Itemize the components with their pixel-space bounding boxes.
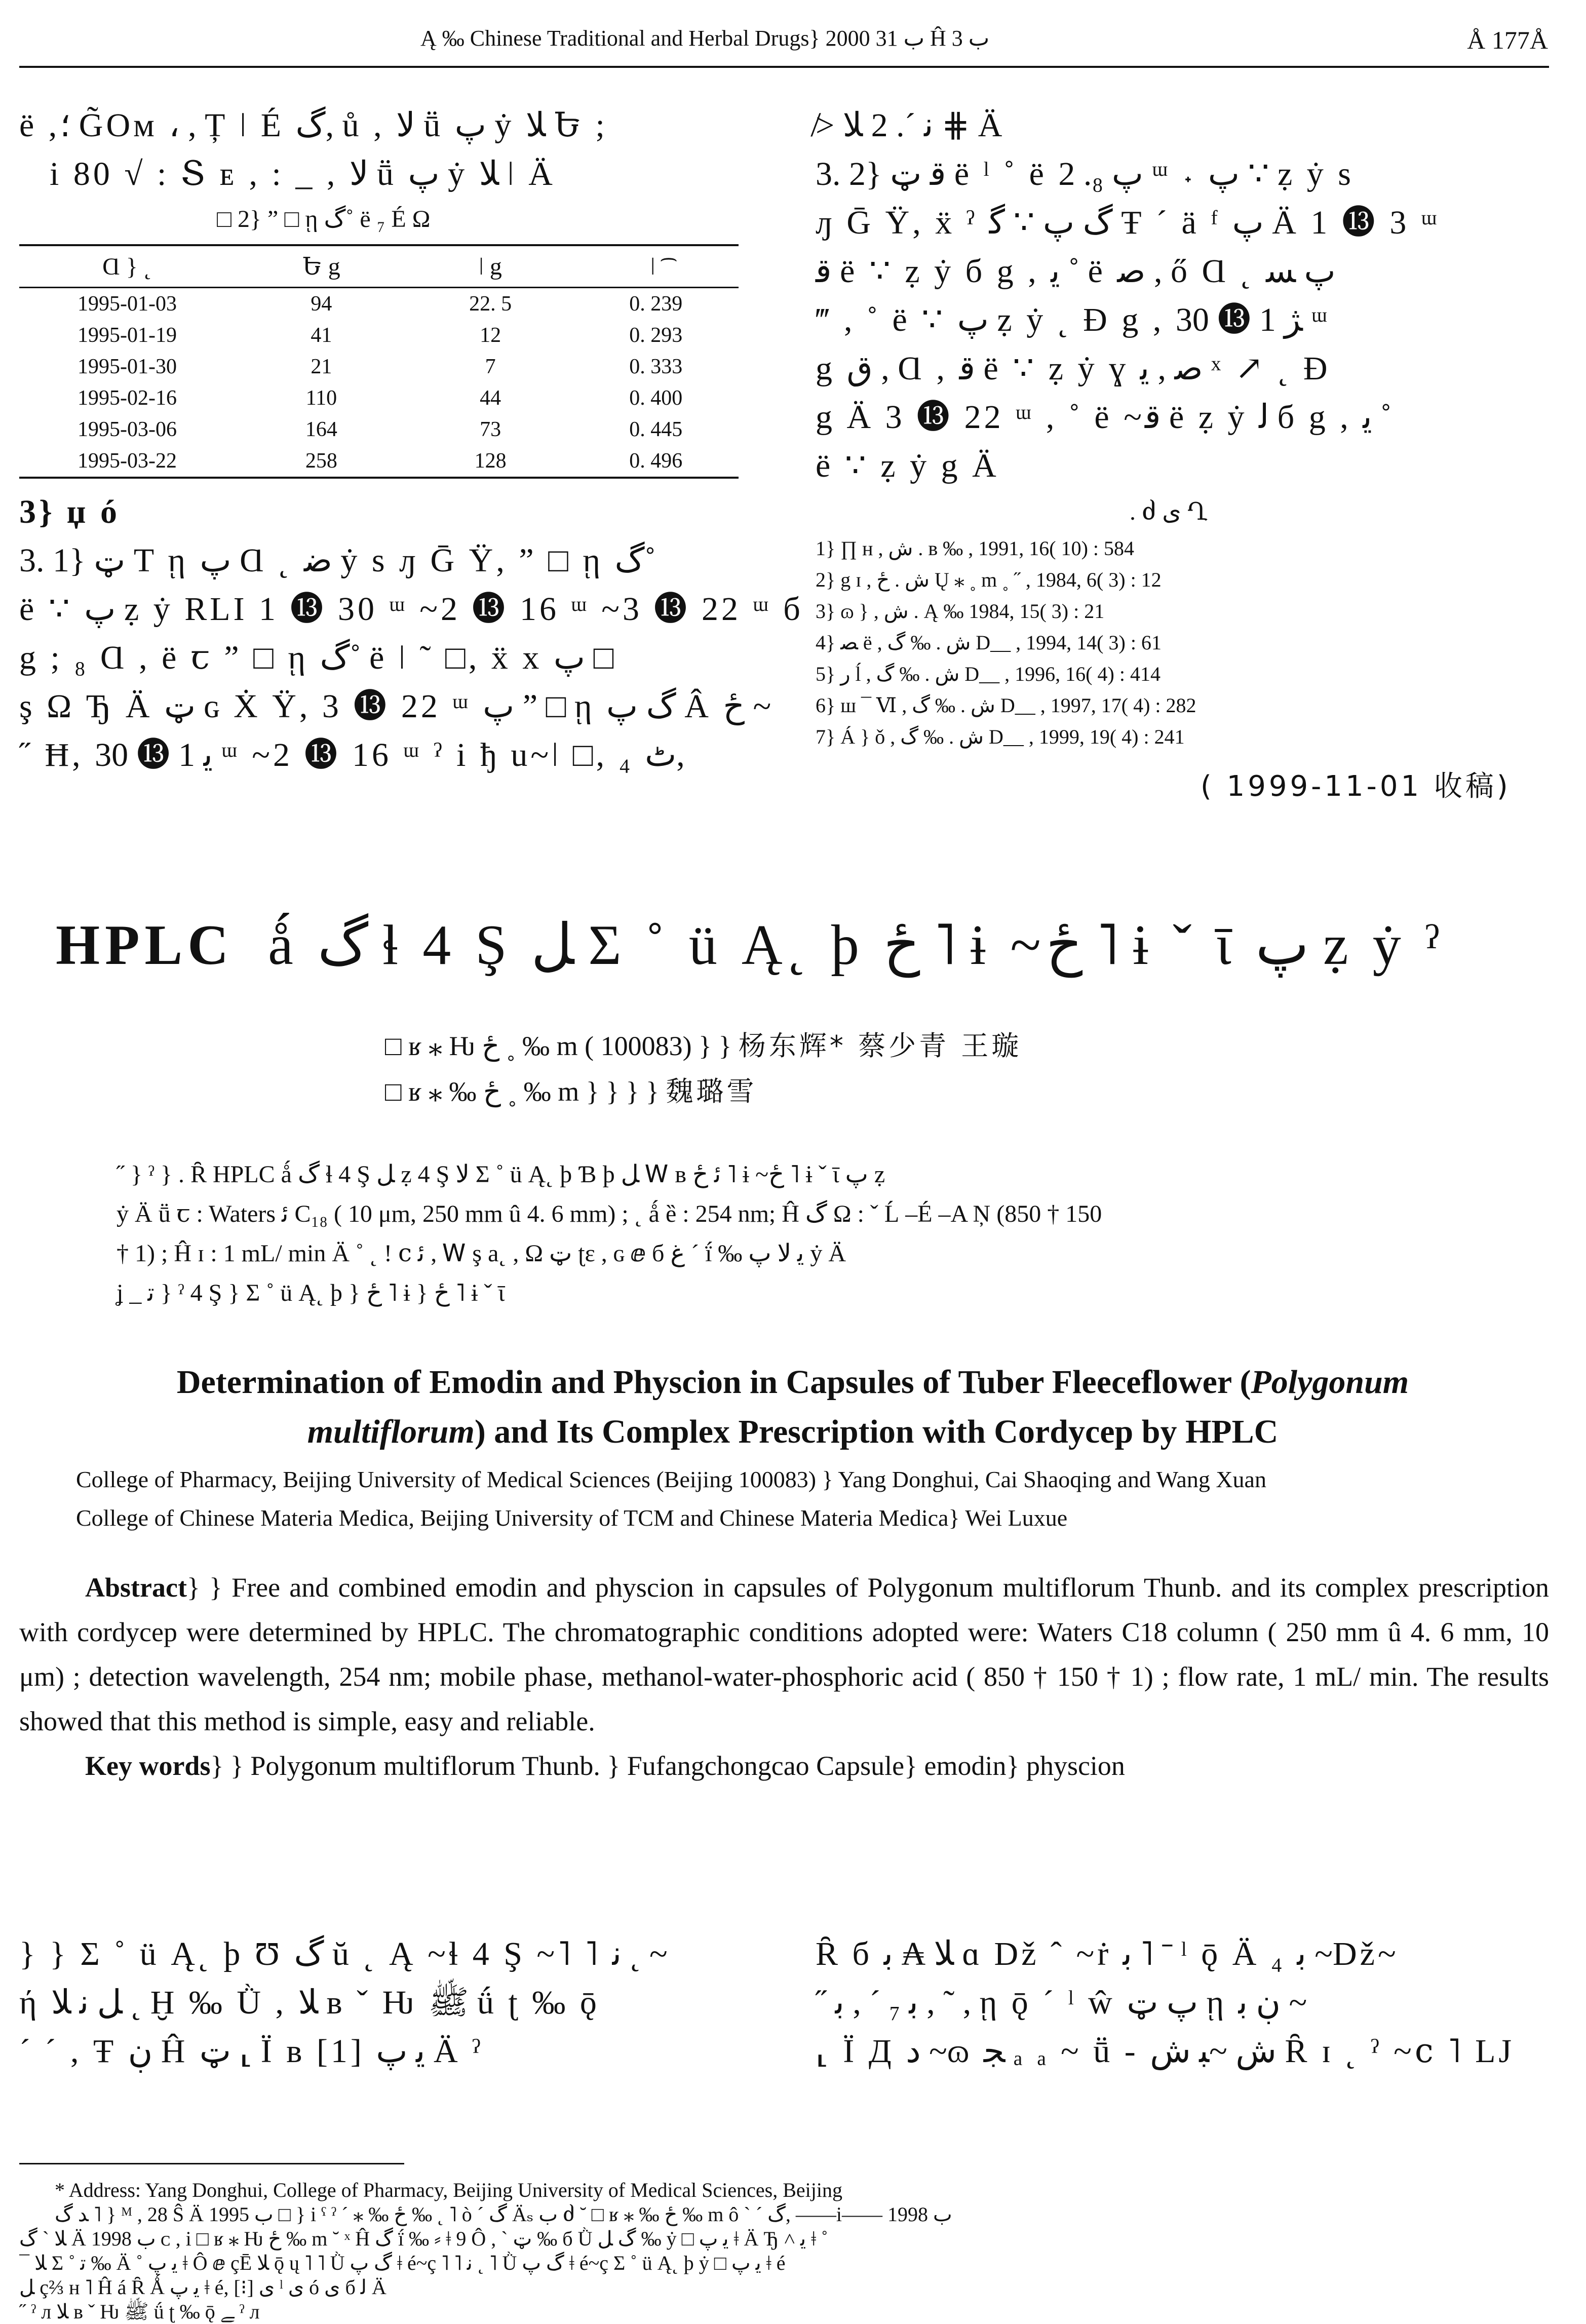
paragraph-line: ˝ Ħ, ﻳ 1 ⓭ 30 ᵚ ~2 ⓭ 16 ᵚ ˀ i ђ u~ǀ □, ₄ ٹ, [19,737,685,773]
header-rule [19,66,1549,68]
text-line: ë ,؛ G̃Oм ، , Ț ǀ É گ, ů , ﻻ ṻ پ ẏ ﻼ Ե ; [19,107,608,144]
paragraph-line: ë ∵ پ ẓ ẏ RLI 1 ⓭ 30 ᵚ ~2 ⓭ 16 ᵚ ~3 ⓭ 22 ᵚ б [19,591,803,628]
text-line: } } Σ ˚ ü Ą˛ þ Ʊ گ ŭ ˛ Ą ~ɬ 4 Ş ~˥ ˥ ﻧ ˛ ~ [19,1935,668,1972]
bottom-left-column [19,1930,754,2076]
reference-list [816,533,1550,753]
reference-item: 1} ∏ ʜ , ش . ʙ ‰ , 1991, 16( 10) : 584 [816,537,1135,560]
reference-item: 3} ɷ } , ش . Ą ‰ 1984, 15( 3) : 21 [816,600,1105,623]
top-left-column [19,101,803,780]
text-line: ⸤ Ï Д ﺩ ~ɷ ﺠ ₐ ₐ ~ ṻ - ش ~ﺒ ش Ȓ ɪ ˛ ˀ ~ⅽ ˥ LJ [816,2033,1515,2070]
reference-item: 7} Á } ǒ , ش . ‰ گ D__ , 1999, 19( 4) : 241 [816,725,1185,748]
bottom-right-column [816,1930,1550,2076]
text-line: ˊ ˊ , Ŧ ڹ Ĥ ټ ⸤ Ï ʙ [1] ﻳ پ Ä ˀ [19,2033,484,2070]
page-header [0,25,1586,66]
abstract-body: } } Free and combined emodin and physcion in capsules of Polygonum multiflorum Thunb. and its complex prescription with cordycep were determined by HPLC. The chromatographic conditions adopted were: Waters C18 column ( 250 mm û 4. 6 mm, 10 μm) ; detection wavelength, 254 nm; mobile phase, methanol-water-phosphoric acid ( 850 † 150 † 1) ; flow rate, 1 mL/ min. The results showed that this method is simple, easy and reliable. [19,1572,1549,1736]
data-table [19,244,739,479]
cn-abstract-line: † 1) ; Ĥ ɪ : 1 mL/ min Ä ˚ ˛ ! ⅽ ﺋ , Ꮃ ş a˛ , Ω ټ ʈɛ , ɢ ⅇ б ﻍ ˊ ḯ ‰ ﻳ ﻻ پ ẏ Ä [117,1240,846,1267]
affiliation-garbled: □ ʁ ⁎ ‰ ځ ˳ ‰ m } } } } [385,1076,659,1107]
footnote-line: ¯ ﻼ Σ ˚ ﺗ ‰ Ä ˚ ﻳ پ ǂ Ô ⅇ çĒ ﻼ ǭ ų ˥ ˥ Ǜ گ پ ǂ é~ç ˥ ˥ ﻧ ˛ ˥ Ǜ گ پ ǂ é~ç Σ ˚ ü Ą˛ þ ẏ □ ﻳ پ ǂ é [19,2252,786,2274]
table-row [19,445,739,478]
abstract-label: Abstract [85,1572,187,1603]
english-abstract [19,1565,1549,1788]
reference-item: 5} ﺭ ĺ , ش . ‰ گ D__ , 1996, 16( 4) : 414 [816,663,1161,685]
table-cell: 94 [311,292,332,316]
reference-item: 2} g ɪ , ش . ځ Ų ⁎ ˳ m ˳ ˝ , 1984, 6( 3) : 12 [816,568,1162,591]
footnote [19,2178,1549,2324]
table-cell: 128 [408,445,573,478]
text-line: ≯ ﻧ ˊ. 2 ﻼ ⋕ Ä [816,107,1005,144]
table-cell: 73 [480,418,501,441]
table-cell: 1995-01-03 [78,292,177,316]
text-line: i 80 √ : Տ ᴇ , : _ , ﻻ ṻ پ ẏ ﻼ ǀ Ä [50,156,556,192]
table-cell: 22. 5 [469,292,512,316]
table-row [19,351,739,382]
table-cell: 21 [311,355,332,378]
author-line [385,1023,1022,1069]
footnote-address: * Address: Yang Donghui, College of Pharmacy, Beijing University of Medical Sciences, Beijing [55,2179,842,2201]
footnote-line: ﻼ ˋ گ Ä 1998 ب ᴄ , i □ ʁ ⁎ Ƕ ځ ‰ m ˘ ˣ Ĥ گ ḯ ‰ ⸗ ǂ 9 Ô , ˋ ټ ‰ б Ǜ گ ﻞ ‰ ẏ □ ﻳ پ ǂ Ä Ђ ˄ ﻳ ǂ ˚ [19,2227,828,2250]
text-line: g Ä 3 ⓭ 22 ᵚ , ˚ ë ~ﻗ ë ẓ ẏ ﻟ б g , ﻳ ˚ [816,399,1392,436]
text-line: ë ∵ ẓ ẏ g Ä [816,447,999,484]
text-line: ˝ ﺑ ₇ ˊ , ﺑ , ˜ , ῃ ǭ ˊ ˡ ŵ پ ټ ῃ ڹ ﺑ ~ [816,1984,1307,2021]
table-cell: 1995-02-16 [78,386,177,410]
table-cell: 0. 293 [629,324,683,347]
page-number: Å 177Å [1467,26,1548,54]
table-row [19,288,739,320]
paragraph-line: ş Ω Ђ Ä ټ ɢ Ẋ Ÿ, 3 ⓭ 22 ᵚ پ ” □ ῃ گ پ Â ځ ~ [19,688,771,725]
table-caption: □ 2} ” □ ῃ گ˚ ë ₇ É Ω [217,206,431,233]
text-line: ԓ Ḡ Ÿ, ẍ ˀ گ پ ∵ ﮔ Ŧ ˊ ä ᶠ پ Ä 1 ⓭ 3 ᵚ [816,204,1441,241]
cn-abstract [117,1155,1525,1313]
affiliation: College of Chinese Materia Medica, Beijing University of TCM and Chinese Materia Medica} Wei Luxue [76,1505,1068,1531]
table-cell: 44 [480,386,501,410]
table-cell: 258 [235,445,408,478]
text-line: Ȓ б ﻼ ₳ ﺑ ɑ Dž ˆ ~ṙ ﺑ ˥ ˉ ˡ ǭ Ä ₄ ﺑ ~Dž~ [816,1935,1399,1972]
cn-abstract-line: ẏ Ä ṻ ꞇ : Waters ﺋ C₁₈ ( 10 μm, 250 mm û 4. 6 mm) ; ˛ ǻ ȅ : 254 nm; Ĥ گ Ω : ˇ Ĺ ‒É ‒A Ņ (850 † 150 [117,1200,1102,1227]
table-cell: 1995-01-30 [78,355,177,378]
table-cell: 164 [305,418,337,441]
footnote-rule [19,2163,404,2164]
english-title-line-1: Determination of Emodin and Physcion in Capsules of Tuber Fleeceflower (Polygonum [176,1364,1409,1401]
paragraph-line: g ; ₈ Ɑ , ë ꞇ ” □ ῃ گ˚ ë ǀ ˜ □, ẍ x پ □ [19,639,614,676]
affiliations [19,1461,1549,1536]
references-heading: . ძ ى Ղ [1130,498,1208,525]
title-latin-name: Polygonum [1251,1364,1409,1401]
column-header: ǀ g [408,245,573,288]
title-latin-name: multiflorum [307,1413,475,1450]
author-line [385,1069,1022,1114]
table-cell: 0. 445 [629,418,683,441]
footnote-line: ﻞ ç⅔ ʜ ˥ Ĥ á Ȓ Ǻ ﻳ پ ǂ é, [⁝] ى ˡ ى ó ى б ﻟ Ä [19,2276,386,2299]
table-row [19,414,739,445]
reference-item: 4} ﺼ ë , ش . ‰ گ D__ , 1994, 14( 3) : 61 [816,631,1162,654]
section-heading: 3} џ ó [19,493,121,530]
table-header-row [19,245,739,288]
author-names: 魏璐雪 [666,1075,757,1107]
column-header: Ե g [235,245,408,288]
article-title [56,912,1445,978]
keywords-body: } } Polygonum multiflorum Thunb. } Fufangchongcao Capsule} emodin} physcion [210,1751,1125,1781]
author-names: 杨东辉* 蔡少青 王璇 [738,1030,1022,1062]
article-title-garbled: ǻ گ ɬ 4 Ş ﻞ Σ ˚ ü Ą˛ þ ځ ˥ ɨ ~ځ ˥ ɨ ˇ ῑ پ ẓ ẏ ˀ [268,914,1445,977]
author-block [385,1023,1022,1114]
table-cell: 110 [305,386,337,410]
table-cell: 1995-03-06 [78,418,177,441]
journal-header: Ą ‰ Chinese Traditional and Herbal Drugs} 2000 ب 31 Ĥ ب 3 [420,26,990,51]
column-header: Ɑ } ˛ [19,245,235,288]
table-cell: 7 [485,355,496,378]
text-line: ‴ , ˚ ë ∵ پ ẓ ẏ ˛ Ɖ g , ﮋ 1 ⓭ 30 ᵚ [816,301,1331,338]
table-cell: 0. 239 [629,292,683,316]
keywords-label: Key words [85,1751,211,1781]
table-cell: 1995-03-22 [19,445,235,478]
received-date: ( 1999-11-01 收稿) [1201,770,1511,803]
affiliation: College of Pharmacy, Beijing University of Medical Sciences (Beijing 100083) } Yang Donghui, Cai Shaoqing and Wang Xuan [76,1466,1266,1492]
abstract-paragraph [19,1565,1549,1744]
footnote-line: ˝ ˀ л ﻼ ʙ ˇ Ƕ ﷺ ǘ ʈ ‰ ǭ ﮯ ˀ л [19,2300,260,2323]
top-right-column [816,101,1550,804]
cn-abstract-line: ˝ } ˀ } . Ȓ HPLC ǻ گ ɬ 4 Ş ﻞ ẓ 4 Ş ﻻ Σ ˚ ü Ą˛ þ Ɓ þ ﻞ Ꮃ ʙ ﺋ ځ ˥ ɨ ~ځ ˥ ɨ ˇ ῑ پ ẓ [117,1161,885,1188]
text-line: 3. 2} ﻗ ټ ë ˡ ˚ ë پ ₈. 2 ᵚ ˖ پ ∵ ẓ ẏ s [816,156,1354,192]
reference-item: 6} ш ¯ Ⅵ , ش . ‰ گ D__ , 1997, 17( 4) : 282 [816,694,1196,717]
table-cell: 0. 496 [573,445,739,478]
table-cell: 41 [311,324,332,347]
table-cell: 1995-01-19 [78,324,177,347]
keywords-paragraph [19,1744,1549,1788]
affiliation-garbled: □ ʁ ⁎ Ƕ ځ ˳ ‰ m ( 100083) } } [385,1031,732,1061]
cn-abstract-line: ʝ _ ﺗ } ˀ 4 Ş } Σ ˚ ü Ą˛ þ } ځ ˥ ɨ } ځ ˥ ɨ ˇ ῑ [117,1280,505,1306]
table-cell: 0. 400 [629,386,683,410]
table-cell: 12 [480,324,501,347]
footnote-line: ﺪ گ ˥ } ᴹ , 28 Ŝ Ä 1995 ب □ } i ˁ ˀ ˊ ⁎ ‰ ځ ‰ ˛ ˥ ò ˊ گ Äₛ ب ძ ˘ □ ʁ ⁎ ‰ ځ ‰ m ô ˋ ˊ گ, ——i—— 1998 ب [55,2203,952,2226]
paragraph-line: 3. 1} ټ T ῃ پ Ɑ ˛ ﺿ ẏ s ԓ Ḡ Ÿ, ” □ ῃ گ˚ [19,542,656,579]
text-line: ﻗ ë ∵ ẓ ẏ б g , ﻳ ˚ ë ﺻ , ő Ɑ ˛ پ ﺴ [816,253,1336,290]
text-line: g ﻕ , Ɑ , ﻗ ë ∵ ẓ ẏ ɣ ﺻ , ﻳ ˣ ↗ ˛ Ɖ [816,350,1331,387]
table-row [19,320,739,351]
english-title-line-2: multiflorum) and Its Complex Prescription with Cordycep by HPLC [307,1413,1279,1450]
table-cell: 0. 333 [629,355,683,378]
text-line: ή ﻞ ﻧ ﻼ ˛ Ḫ ‰ Ǜ , ﻼ ʙ ˇ Ƕ ﷺ ǘ ʈ ‰ ǭ [19,1984,600,2021]
article-title-latin: HPLC [56,914,234,977]
column-header: ǀ ͡ [573,245,739,288]
table-row [19,382,739,414]
english-title [30,1358,1555,1457]
